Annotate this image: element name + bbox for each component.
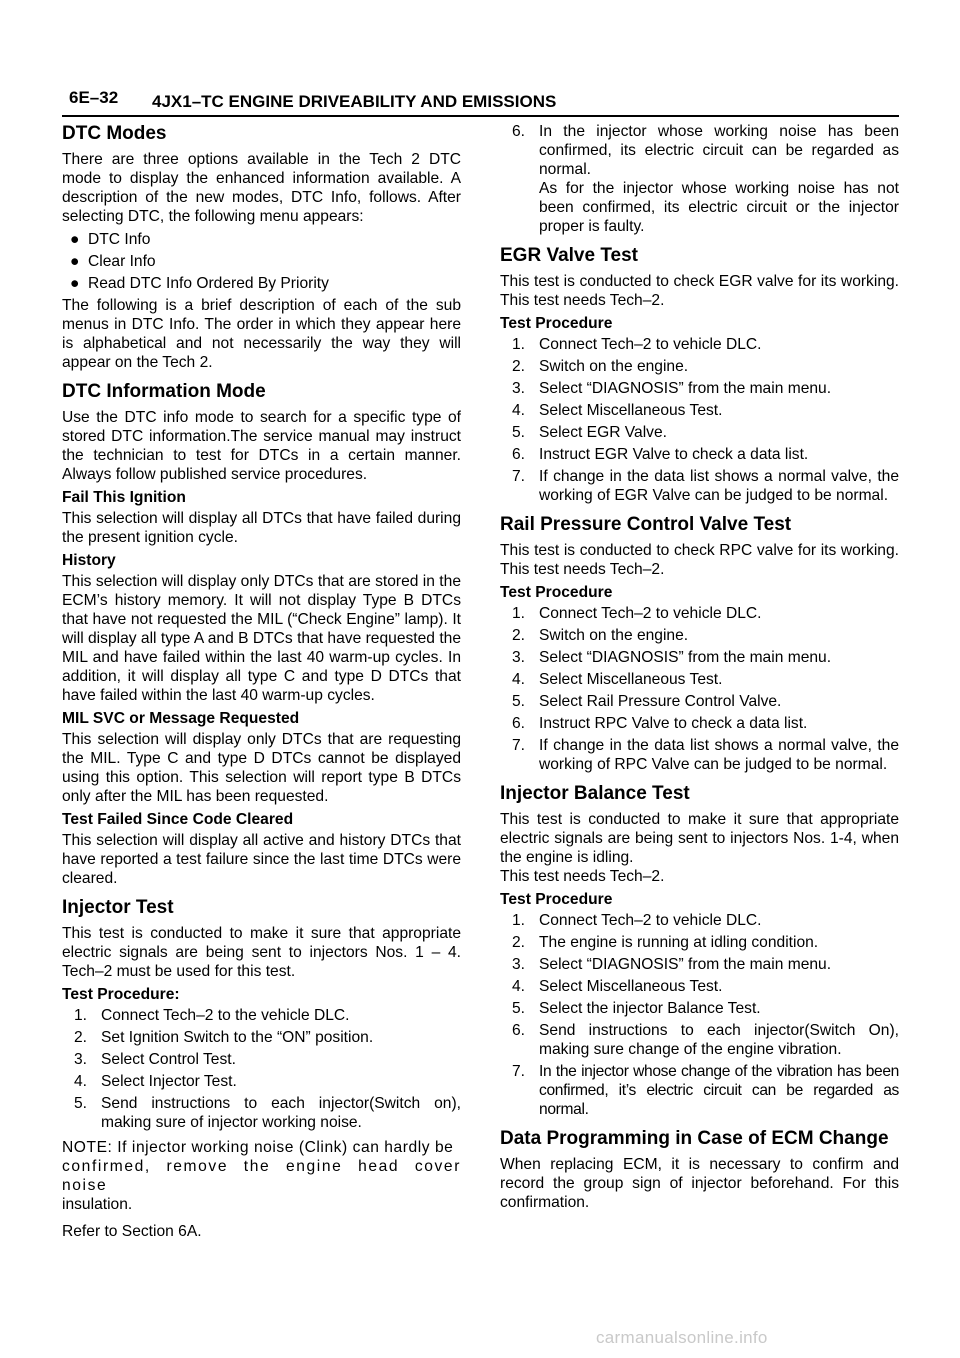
egr-intro: This test is conducted to check EGR valve for its working. This test needs Tech–2. [500, 273, 899, 309]
injector-test-intro: This test is conducted to make it sure that appropriate electric signals are being sent to injectors Nos. 1 – 4. Tech–2 must be used for this test. [62, 925, 461, 980]
step-item: 4. Select Miscellaneous Test. [512, 671, 723, 688]
page-number: 6E–32 [69, 88, 119, 107]
dtc-info-intro: Use the DTC info mode to search for a specific type of stored DTC information.The service manual may instruct the technician to test for DTCs in a certain manner. Always follow published service procedures. [62, 409, 461, 483]
step-item: 7. In the injector whose change of the vibration has been confirmed, it’s electric circuit can be regarded as normal. [512, 1063, 899, 1118]
refer-section: Refer to Section 6A. [62, 1223, 202, 1240]
dtc-modes-intro: There are three options available in the Tech 2 DTC mode to display the enhanced information available. A description of the new modes, DTC Info, follows. After selecting DTC, the following menu appears: [62, 151, 461, 225]
subheading-test-procedure: Test Procedure [500, 584, 613, 601]
step-item: 6. In the injector whose working noise has been confirmed, its electric circuit can be regarded as normal. As for the injector whose working noise has not been confirmed, its electric circuit or the injector proper is faulty. [512, 123, 899, 235]
note-line: confirmed, remove the engine head cover noise [62, 1158, 461, 1194]
heading-dtc-modes: DTC Modes [62, 123, 167, 144]
step-continuation: As for the injector whose working noise has not been confirmed, its electric circuit or the injector proper is faulty. [539, 180, 899, 235]
step-item: 3. Select “DIAGNOSIS” from the main menu. [512, 380, 832, 397]
step-item: 2. Switch on the engine. [512, 627, 689, 644]
subheading-mil-svc: MIL SVC or Message Requested [62, 710, 300, 727]
header-rule [62, 115, 899, 117]
dtc-menu-list [62, 230, 461, 293]
injector-test-steps-continued [500, 122, 899, 236]
subheading-test-failed: Test Failed Since Code Cleared [62, 811, 294, 828]
note-line: insulation. [62, 1196, 133, 1213]
subheading-test-procedure: Test Procedure [500, 315, 613, 332]
mil-svc-text: This selection will display only DTCs that are requesting the MIL. Type C and type D DTCs cannot be displayed using this option. This selection will report type B DTCs only after the MIL has been requested. [62, 731, 461, 805]
rpc-steps [500, 604, 899, 774]
page-header-title: 4JX1–TC ENGINE DRIVEABILITY AND EMISSIONS [152, 92, 557, 111]
balance-intro-2: This test needs Tech–2. [500, 868, 665, 885]
heading-dtc-info-mode: DTC Information Mode [62, 381, 266, 402]
step-item: 1. Connect Tech–2 to the vehicle DLC. [74, 1007, 350, 1024]
fail-this-ignition-text: This selection will display all DTCs that have failed during the present ignition cycle. [62, 510, 461, 546]
step-item: 1. Connect Tech–2 to vehicle DLC. [512, 605, 762, 622]
note-line: NOTE: If injector working noise (Clink) can hardly be [62, 1139, 454, 1156]
heading-injector-test: Injector Test [62, 897, 174, 918]
balance-intro: This test is conducted to make it sure that appropriate electric signals are being sent to injectors Nos. 1-4, when the engine is idling. [500, 811, 899, 866]
step-item: 6. Instruct RPC Valve to check a data list. [512, 715, 808, 732]
injector-note [62, 1138, 461, 1214]
balance-steps [500, 911, 899, 1119]
step-item: 7. If change in the data list shows a normal valve, the working of RPC Valve can be judged to be normal. [512, 737, 899, 773]
step-item: 1. Connect Tech–2 to vehicle DLC. [512, 336, 762, 353]
bullet-icon: ● [70, 253, 80, 270]
heading-injector-balance-test: Injector Balance Test [500, 783, 690, 804]
step-item: 3. Select “DIAGNOSIS” from the main menu. [512, 649, 832, 666]
injector-test-steps [62, 1006, 461, 1132]
heading-rpc-valve-test: Rail Pressure Control Valve Test [500, 514, 792, 535]
step-item: 6. Instruct EGR Valve to check a data list. [512, 446, 809, 463]
egr-steps [500, 335, 899, 505]
subheading-fail-this-ignition: Fail This Ignition [62, 489, 186, 506]
step-item: 2. Switch on the engine. [512, 358, 689, 375]
heading-egr-valve-test: EGR Valve Test [500, 245, 638, 266]
dtc-modes-after: The following is a brief description of each of the sub menus in DTC Info. The order in which they appear here is alphabetical and not necessarily the way they will appear on the Tech 2. [62, 297, 461, 371]
step-item: 5. Select the injector Balance Test. [512, 1000, 761, 1017]
rpc-intro: This test is conducted to check RPC valve for its working. This test needs Tech–2. [500, 542, 899, 578]
list-item: ● DTC Info [70, 231, 151, 248]
subheading-test-procedure: Test Procedure [500, 891, 613, 908]
step-item: 6. Send instructions to each injector(Switch On), making sure change of the engine vibration. [512, 1022, 899, 1058]
step-item: 5. Send instructions to each injector(Switch on), making sure of injector working noise. [74, 1095, 461, 1131]
list-item: ● Clear Info [70, 253, 156, 270]
subheading-test-procedure: Test Procedure: [62, 986, 180, 1003]
bullet-icon: ● [70, 275, 80, 292]
step-item: 4. Select Miscellaneous Test. [512, 978, 723, 995]
history-text: This selection will display only DTCs that are stored in the ECM’s history memory. It will not display Type B DTCs that have not requested the MIL (“Check Engine” lamp). It will display all type A and B DTCs that have requested the MIL and have failed within the last 40 warm-up cycles. In addition, it will display all type C and type D DTCs that have failed within the last 40 warm-up cycles. [62, 573, 461, 704]
step-item: 5. Select Rail Pressure Control Valve. [512, 693, 782, 710]
right-column [500, 122, 899, 1216]
data-programming-text: When replacing ECM, it is necessary to confirm and record the group sign of injector beforehand. For this confirmation. [500, 1156, 899, 1211]
step-item: 4. Select Miscellaneous Test. [512, 402, 723, 419]
step-item: 1. Connect Tech–2 to vehicle DLC. [512, 912, 762, 929]
watermark: carmanualsonline.info [596, 1328, 768, 1347]
list-item: ● Read DTC Info Ordered By Priority [70, 275, 329, 292]
subheading-history: History [62, 552, 116, 569]
step-item: 5. Select EGR Valve. [512, 424, 667, 441]
step-item: 3. Select “DIAGNOSIS” from the main menu. [512, 956, 832, 973]
test-failed-text: This selection will display all active and history DTCs that have reported a test failure since the last time DTCs were cleared. [62, 832, 461, 887]
step-item: 2. The engine is running at idling condition. [512, 934, 819, 951]
step-item: 4. Select Injector Test. [74, 1073, 237, 1090]
heading-data-programming: Data Programming in Case of ECM Change [500, 1128, 889, 1149]
step-item: 3. Select Control Test. [74, 1051, 236, 1068]
left-column [62, 122, 461, 1245]
step-item: 7. If change in the data list shows a normal valve, the working of EGR Valve can be judged to be normal. [512, 468, 899, 504]
bullet-icon: ● [70, 231, 80, 248]
step-item: 2. Set Ignition Switch to the “ON” position. [74, 1029, 374, 1046]
